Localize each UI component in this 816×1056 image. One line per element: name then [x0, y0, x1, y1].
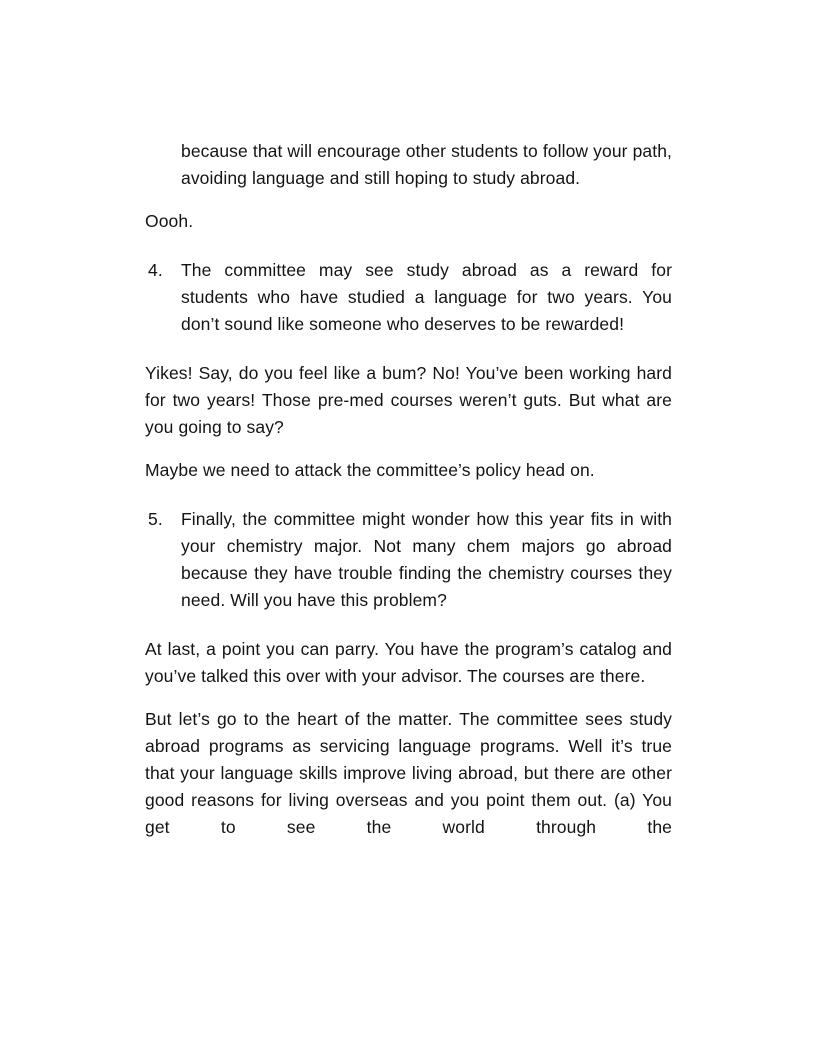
paragraph: Maybe we need to attack the committee’s policy head on. [145, 460, 595, 480]
paragraph: Oooh. [145, 211, 194, 231]
list-item-number: 4. [148, 260, 163, 280]
text-content [145, 138, 672, 857]
list-item-text: The committee may see study abroad as a reward for students who have studied a language for two years. You don’t sound like someone who deserves to be rewarded! [181, 260, 672, 334]
numbered-list-item [145, 257, 672, 338]
paragraph: But let’s go to the heart of the matter. The committee sees study abroad programs as servicing language programs. Well it’s true that your language skills improve living abroad, but there are other good reasons for living overseas and you point them out. (a) You get to see the world through the [145, 709, 672, 837]
paragraph: At last, a point you can parry. You have the program’s catalog and you’ve talked this over with your advisor. The courses are there. [145, 639, 672, 686]
indented-paragraph: because that will encourage other students to follow your path, avoiding language and still hoping to study abroad. [181, 141, 672, 188]
list-item-number: 5. [148, 509, 163, 529]
list-item-text: Finally, the committee might wonder how this year fits in with your chemistry major. Not many chem majors go abroad because they have trouble finding the chemistry courses they need. Will you have this problem? [181, 509, 672, 610]
numbered-list-item [145, 506, 672, 614]
paragraph: Yikes! Say, do you feel like a bum? No! You’ve been working hard for two years! Those pre-med courses weren’t guts. But what are you going to say? [145, 363, 672, 437]
